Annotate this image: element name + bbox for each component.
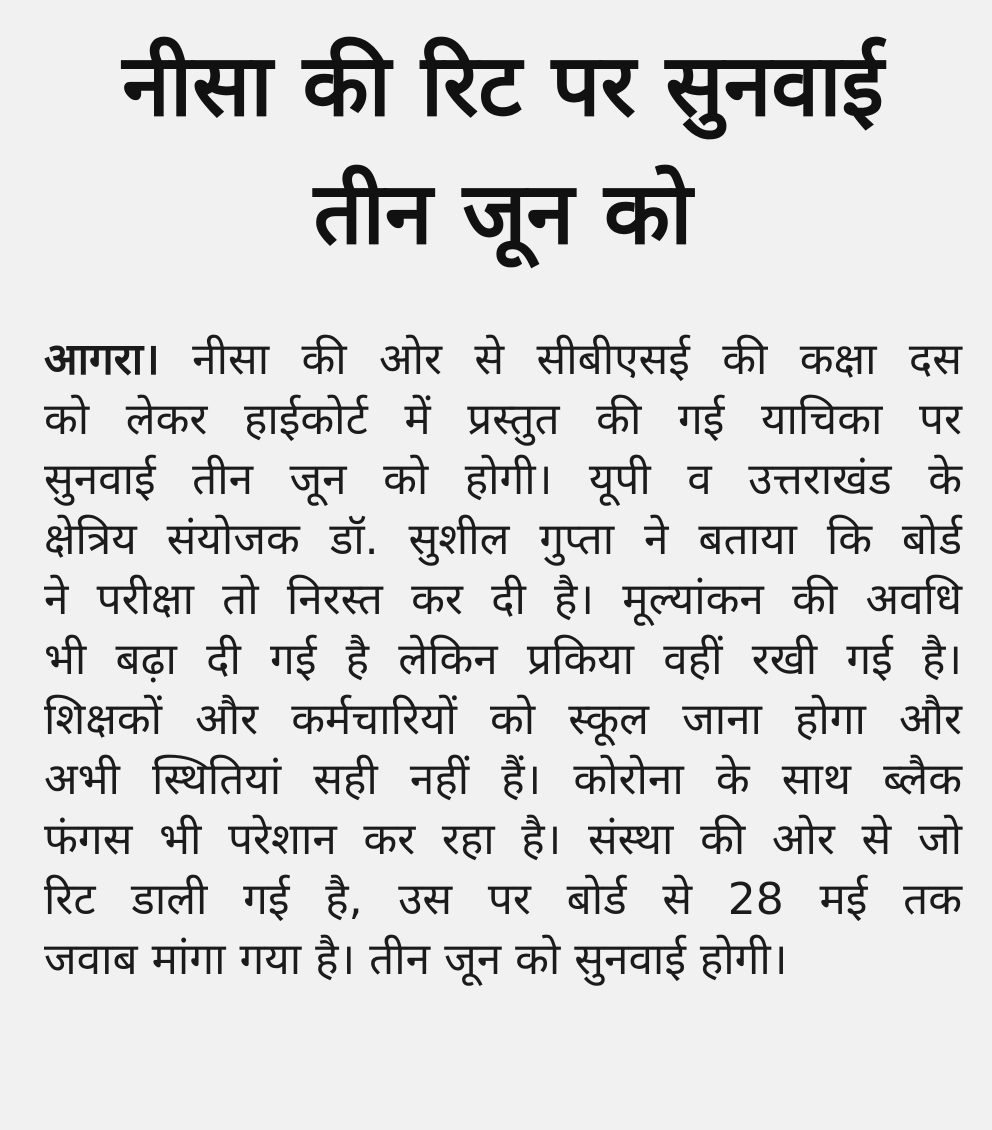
article-line-1-text: नीसा की ओर से सीबीएसई की कक्षा दस: [159, 334, 962, 385]
article-line-1: [44, 330, 962, 390]
article-line-6: भी बढ़ा दी गई है लेकिन प्रकिया वहीं रखी गई है।: [44, 634, 962, 685]
article-line-7: शिक्षकों और कर्मचारियों को स्कूल जाना होगा और: [44, 694, 962, 745]
article-line-10: रिट डाली गई है, उस पर बोर्ड से 28 मई तक: [44, 874, 962, 925]
headline-line-2: तीन जून को: [313, 164, 693, 264]
article-body: [44, 330, 962, 990]
article-line-3: सुनवाई तीन जून को होगी। यूपी व उत्तराखंड के: [44, 454, 962, 505]
article-line-4: क्षेत्रिय संयोजक डॉ. सुशील गुप्ता ने बताया कि बोर्ड: [44, 514, 962, 565]
dateline: आगरा।: [44, 334, 160, 385]
article-line-9: फंगस भी परेशान कर रहा है। संस्था की ओर से जो: [44, 814, 962, 865]
article-line-11: जवाब मांगा गया है। तीन जून को सुनवाई होगी।: [44, 934, 788, 985]
article-line-5: ने परीक्षा तो निरस्त कर दी है। मूल्यांकन की अवधि: [44, 574, 962, 625]
headline-line-1: नीसा की रिट पर सुनवाई: [122, 36, 884, 136]
article-line-2: को लेकर हाईकोर्ट में प्रस्तुत की गई याचिका पर: [44, 394, 962, 445]
headline: [44, 22, 962, 278]
article-line-8: अभी स्थितियां सही नहीं हैं। कोरोना के साथ ब्लैक: [44, 754, 962, 805]
